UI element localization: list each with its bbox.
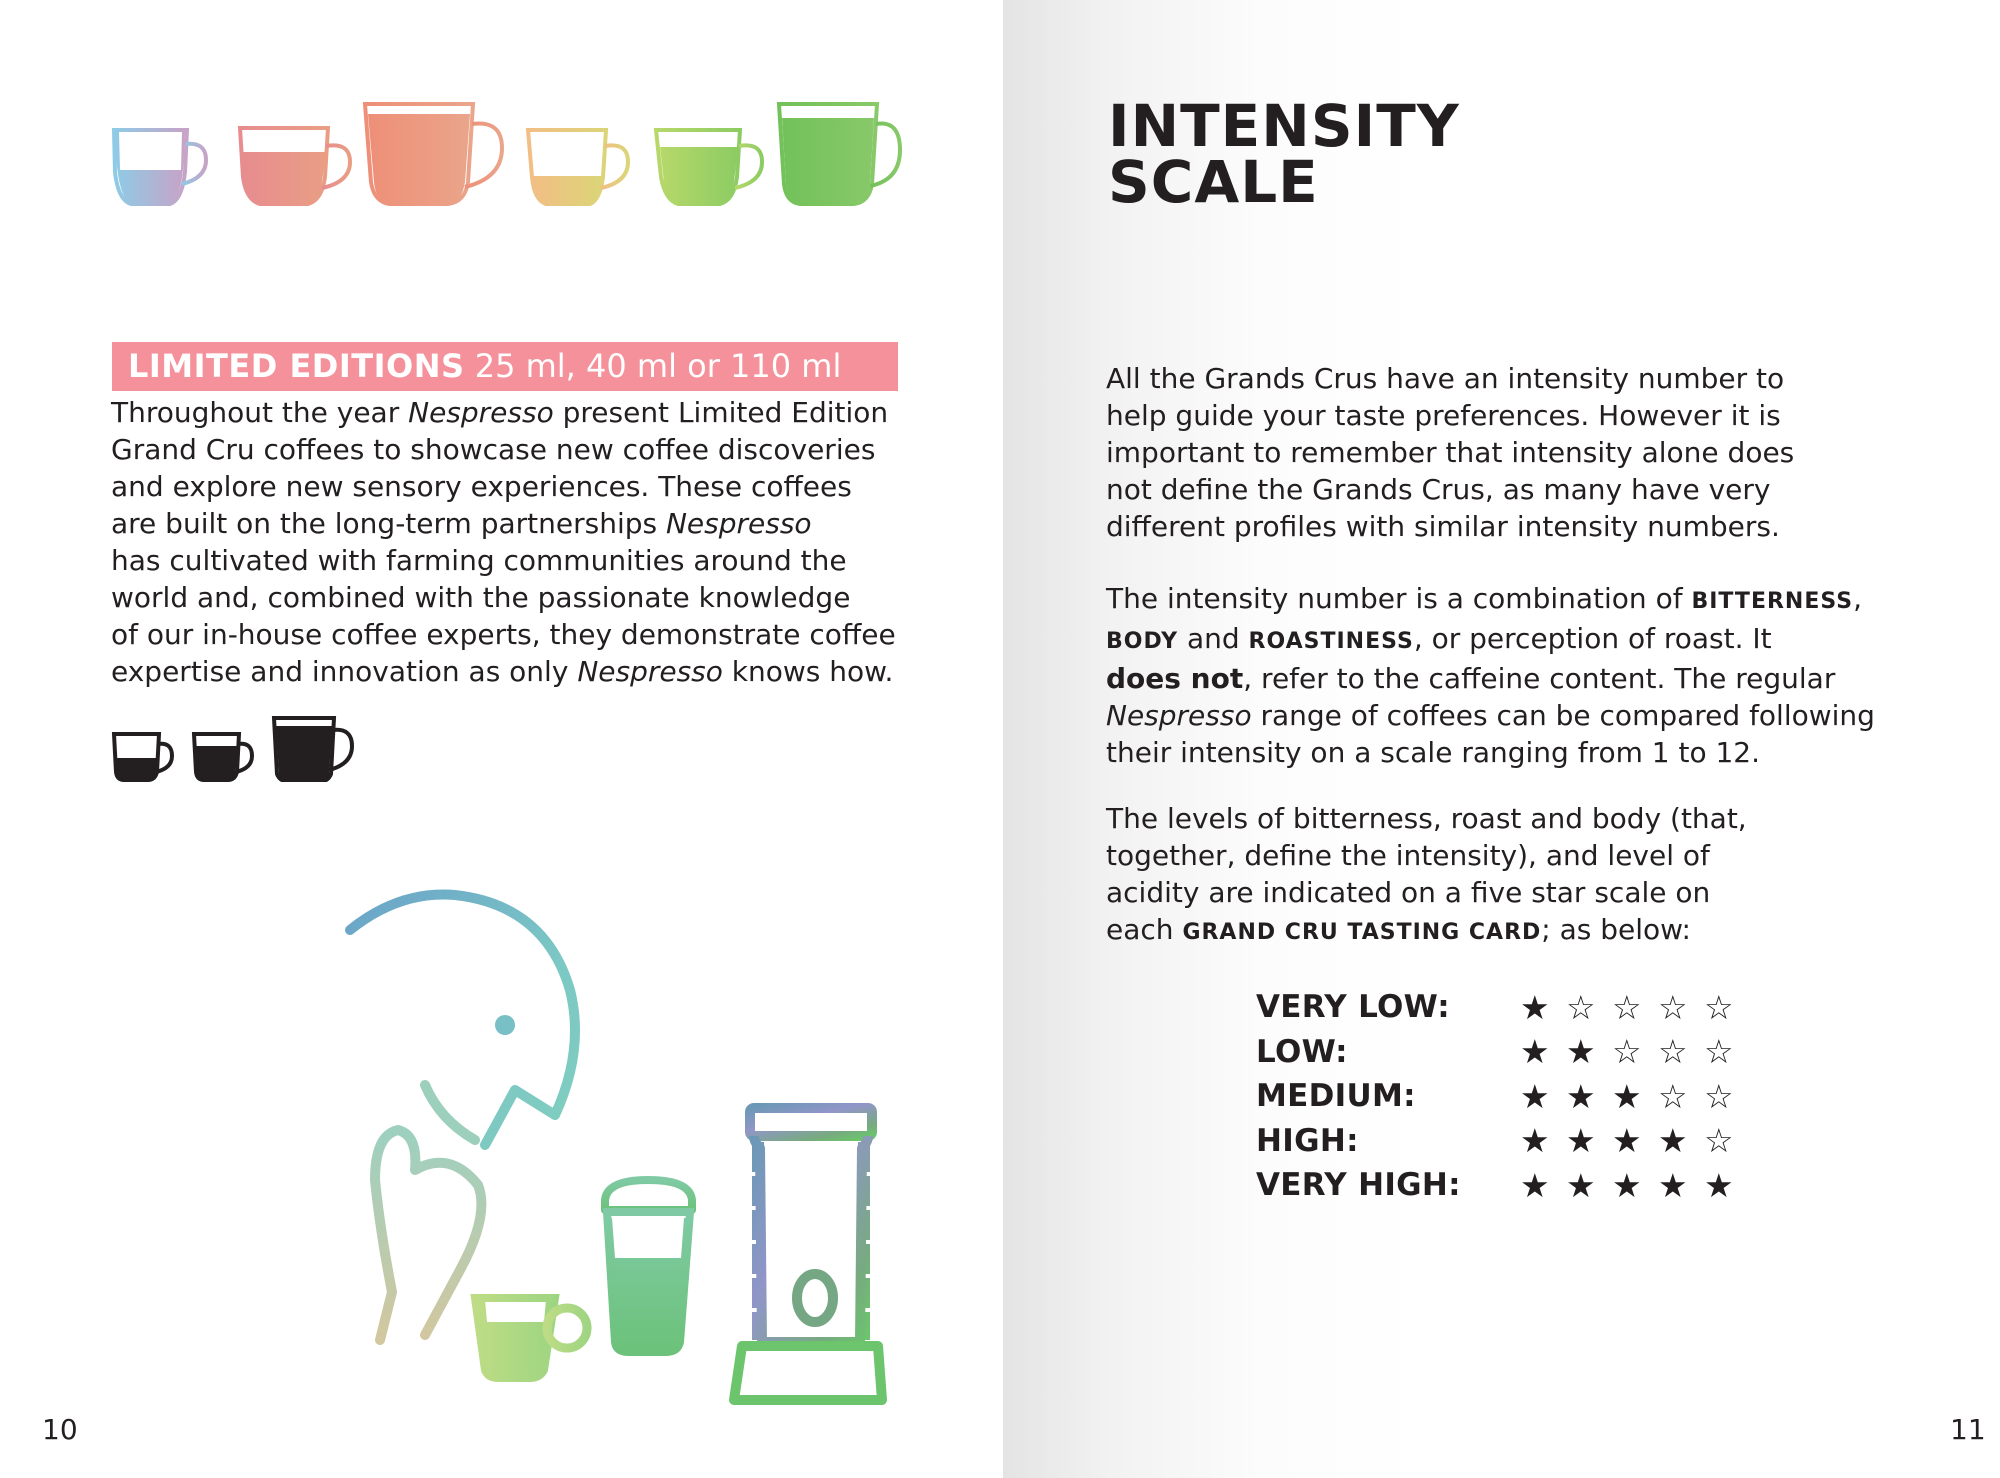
star-filled-icon: ★ [1612,1121,1642,1161]
coffee-cup-icon [194,734,252,780]
star-empty-icon: ☆ [1658,987,1688,1027]
banner-sizes: 25 ml, 40 ml or 110 ml [474,347,842,385]
text-line: All the Grands Crus have an intensity number to [1106,362,1785,395]
brand-name: Nespresso [665,507,812,540]
intensity-intro-paragraph [1106,360,1794,545]
star-filled-icon: ★ [1704,1165,1734,1205]
coffee-cup-icon [528,130,628,204]
scale-row [1256,1030,1750,1075]
text-line: their intensity on a scale ranging from 1 to 12. [1106,736,1761,769]
text-line: range of coffees can be compared following [1251,699,1875,732]
brand-name: Nespresso [577,655,723,688]
coffee-cup-icon [779,104,900,204]
scale-label: VERY HIGH: [1256,1167,1461,1204]
scale-label: MEDIUM: [1256,1078,1416,1115]
brand-name: Nespresso [1106,699,1252,732]
page-number: 10 [42,1413,78,1446]
text-line: knows how. [722,655,894,688]
brand-name: Nespresso [408,396,554,429]
text-line: world and, combined with the passionate knowledge [111,581,851,614]
keyword-tasting-card: GRAND CRU TASTING CARD [1182,920,1542,945]
text-line: The levels of bitterness, roast and body (that, [1106,802,1747,835]
text-line: not define the Grands Crus, as many have very [1106,473,1771,506]
keyword-bitterness: BITTERNESS [1691,589,1854,614]
person-drinking-coffee-illustration [330,880,910,1410]
text-line: are built on the long-term partnerships [111,507,666,540]
title-line: INTENSITY [1108,92,1460,160]
star-filled-icon: ★ [1612,1165,1642,1205]
star-empty-icon: ☆ [1658,1076,1688,1116]
text-line: has cultivated with farming communities around the [111,544,847,577]
espresso-cup-icon [475,1298,587,1378]
intensity-definition-paragraph [1106,580,1875,771]
text-line: , or perception of roast. It [1413,622,1772,655]
coffee-cup-icon [365,104,502,204]
text-line: present Limited Edition [553,396,889,429]
head-outline [350,894,575,1145]
scale-row [1256,1163,1750,1208]
tall-cup-icon [605,1180,692,1352]
cup-sizes-colored-row [100,92,920,217]
star-empty-icon: ☆ [1704,987,1734,1027]
text-line: , [1853,582,1862,615]
scale-row [1256,1119,1750,1164]
title-line: SCALE [1108,148,1319,216]
page-number: 11 [1950,1413,1986,1446]
text-line: expertise and innovation as only [111,655,578,688]
text-line: and explore new sensory experiences. These coffees [111,470,852,503]
text-line: Grand Cru coffees to showcase new coffee discoveries [111,433,876,466]
mouth-line [425,1085,475,1140]
coffee-cup-icon [656,130,762,204]
limited-editions-paragraph [111,394,896,690]
text-line: , refer to the caffeine content. The regular [1243,662,1836,695]
star-filled-icon: ★ [1520,1165,1550,1205]
star-filled-icon: ★ [1658,1121,1688,1161]
star-filled-icon: ★ [1612,1076,1642,1116]
page-title [1108,92,1668,216]
coffee-cup-icon [114,734,172,780]
keyword-body: BODY [1106,629,1179,654]
star-filled-icon: ★ [1658,1165,1688,1205]
text-line: each [1106,913,1183,946]
text-line: Throughout the year [111,396,409,429]
text-line: important to remember that intensity alone does [1106,436,1795,469]
star-empty-icon: ☆ [1566,987,1596,1027]
text-line: acidity are indicated on a five star scale on [1106,876,1711,909]
scale-row [1256,1074,1750,1119]
scale-label: LOW: [1256,1033,1348,1070]
emphasis-does-not: does not [1106,662,1244,695]
star-filled-icon: ★ [1520,1076,1550,1116]
coffee-cup-icon [114,130,206,204]
star-filled-icon: ★ [1520,1121,1550,1161]
hand-outline [375,1130,481,1340]
star-filled-icon: ★ [1566,1121,1596,1161]
text-line: different profiles with similar intensity numbers. [1106,510,1780,543]
limited-editions-banner [112,342,898,391]
star-empty-icon: ☆ [1704,1032,1734,1072]
keyword-roastiness: ROASTINESS [1248,629,1414,654]
coffee-cup-icon [274,718,352,782]
cup-sizes-black-row [110,712,360,782]
text-line: help guide your taste preferences. However it is [1106,399,1781,432]
coffee-machine-icon [734,1108,882,1400]
intensity-star-scale [1256,985,1750,1208]
star-empty-icon: ☆ [1704,1076,1734,1116]
scale-row [1256,985,1750,1030]
star-filled-icon: ★ [1520,987,1550,1027]
text-line: The intensity number is a combination of [1106,582,1692,615]
eye [495,1015,515,1035]
star-empty-icon: ☆ [1612,987,1642,1027]
text-line: of our in-house coffee experts, they demonstrate coffee [111,618,896,651]
star-empty-icon: ☆ [1612,1032,1642,1072]
star-filled-icon: ★ [1566,1165,1596,1205]
five-star-scale-paragraph [1106,800,1747,951]
coffee-cup-icon [240,128,350,204]
banner-title: LIMITED EDITIONS [128,347,465,385]
scale-label: VERY LOW: [1256,989,1450,1026]
star-filled-icon: ★ [1566,1032,1596,1072]
scale-label: HIGH: [1256,1122,1359,1159]
text-line: and [1178,622,1249,655]
star-filled-icon: ★ [1566,1076,1596,1116]
star-empty-icon: ☆ [1704,1121,1734,1161]
star-filled-icon: ★ [1520,1032,1550,1072]
star-empty-icon: ☆ [1658,1032,1688,1072]
text-line: together, define the intensity), and level of [1106,839,1710,872]
text-line: ; as below: [1541,913,1691,946]
